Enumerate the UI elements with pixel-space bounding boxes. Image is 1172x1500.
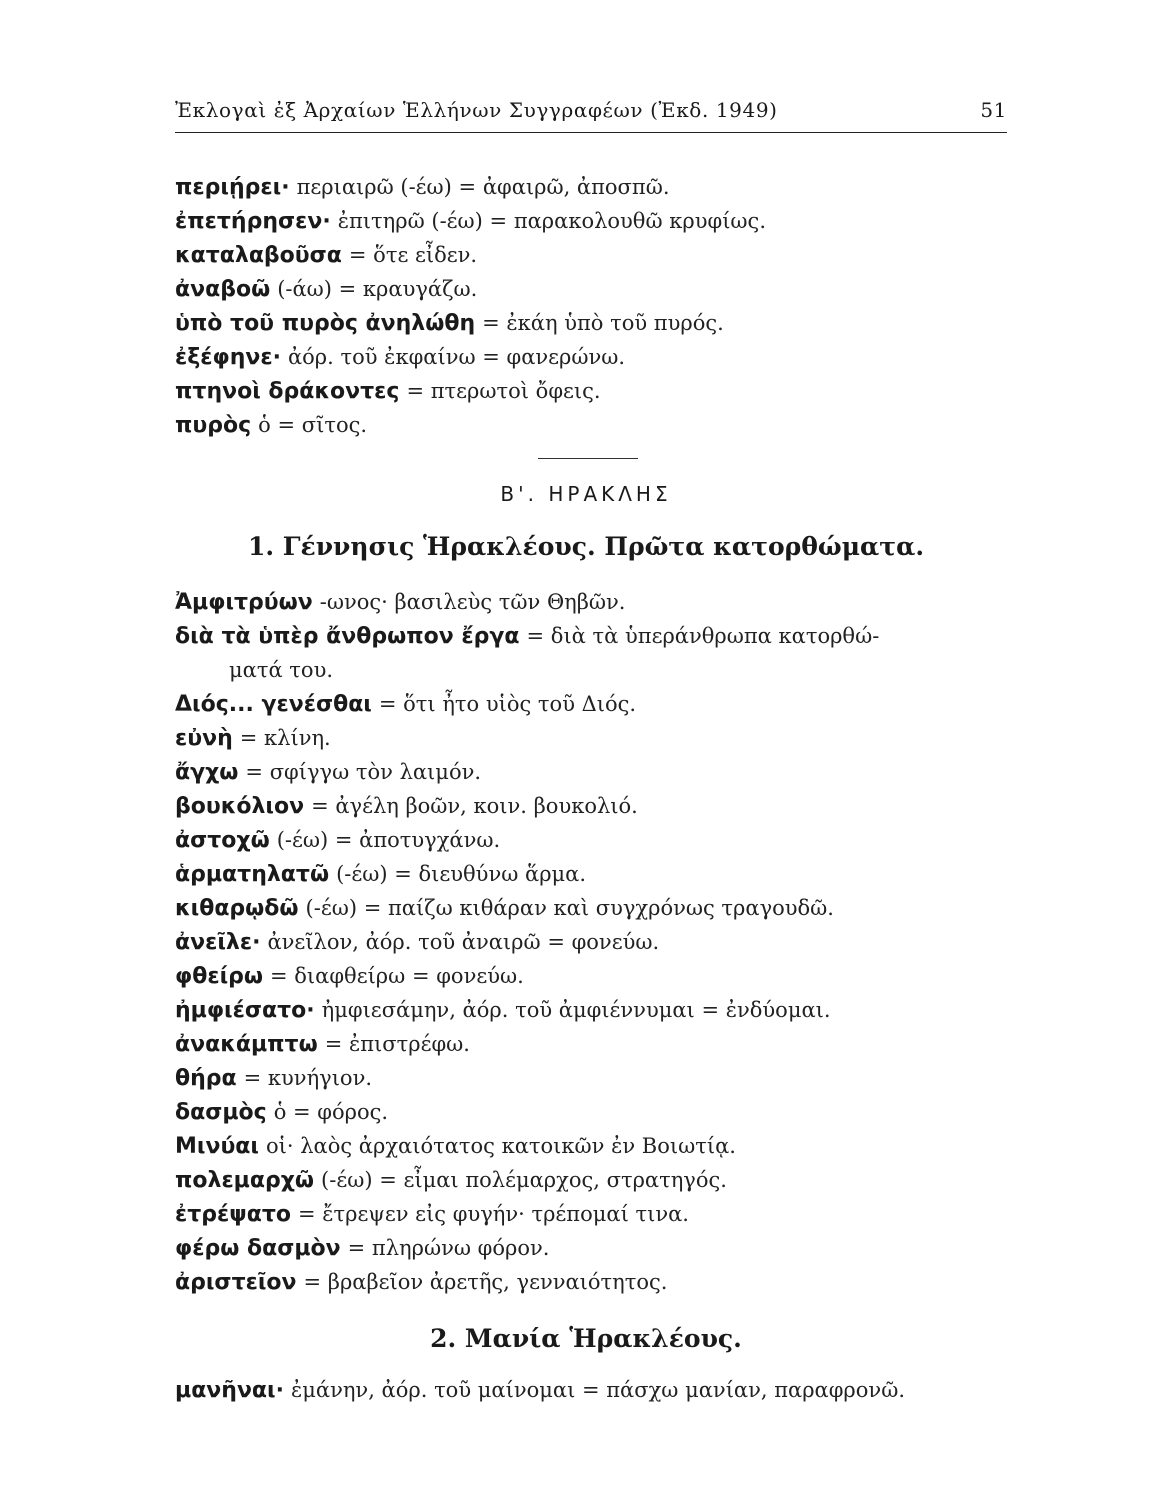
section-title: Β'. ΗΡΑΚΛΗΣ — [500, 482, 672, 506]
entry-gloss: -ωνος· βασιλεὺς τῶν Θηβῶν. — [319, 590, 626, 614]
running-head — [175, 98, 1007, 122]
entry-gloss: = κλίνη. — [239, 726, 331, 750]
entry-gloss: = ἐπιστρέφω. — [324, 1032, 470, 1056]
entry-term: ἀναβοῶ — [175, 277, 271, 302]
entry-gloss: (-έω) = διευθύνω ἅρμα. — [336, 862, 587, 886]
entry-term: Ἀμφιτρύων — [175, 590, 313, 615]
entry-term: εὐνὴ — [175, 726, 233, 751]
entry-gloss: = ἀγέλη βοῶν, κοιν. βουκολιό. — [311, 794, 638, 818]
entry-gloss: ἠμφιεσάμην, ἀόρ. τοῦ ἀμφιέννυμαι = ἐνδύομαι. — [321, 998, 831, 1022]
entry-gloss: = κυνήγιον. — [243, 1066, 373, 1090]
glossary-entry — [175, 857, 1015, 891]
entry-gloss: = ἔτρεψεν εἰς φυγήν· τρέπομαί τινα. — [298, 1202, 689, 1226]
glossary-entry-continuation — [175, 653, 1015, 687]
entry-gloss: (-έω) = εἶμαι πολέμαρχος, στρατηγός. — [321, 1168, 727, 1192]
entry-gloss: = διὰ τὰ ὑπεράνθρωπα κατορθώ- — [526, 624, 880, 648]
glossary-entry — [175, 170, 1015, 204]
entry-term: περιῄρει· — [175, 175, 290, 200]
glossary-entry — [175, 238, 1015, 272]
entry-gloss: ἀόρ. τοῦ ἐκφαίνω = φανερώνω. — [287, 345, 626, 369]
entry-gloss: ἐμάνην, ἀόρ. τοῦ μαίνομαι = πάσχω μανίαν, παραφρονῶ. — [290, 1378, 905, 1402]
glossary-entry — [175, 306, 1015, 340]
entry-gloss: ὁ = φόρος. — [273, 1100, 389, 1124]
entry-gloss: (-έω) = παίζω κιθάραν καὶ συγχρόνως τραγουδῶ. — [305, 896, 834, 920]
header-rule — [175, 132, 1007, 133]
entry-gloss: = πληρώνω φόρον. — [347, 1236, 550, 1260]
glossary-entry — [175, 585, 1015, 619]
entry-term: πυρὸς — [175, 413, 252, 438]
entry-term: ἀστοχῶ — [175, 828, 270, 853]
entry-gloss: = διαφθείρω = φονεύω. — [270, 964, 524, 988]
glossary-entry — [175, 755, 1015, 789]
entry-term: ὑπὸ τοῦ πυρὸς ἀνηλώθη — [175, 311, 476, 336]
glossary-entry — [175, 1061, 1015, 1095]
entry-gloss: (-έω) = ἀποτυγχάνω. — [276, 828, 501, 852]
entry-gloss: = βραβεῖον ἀρετῆς, γενναιότητος. — [303, 1270, 668, 1294]
entry-term: ἐπετήρησεν· — [175, 209, 331, 234]
glossary-entry — [175, 721, 1015, 755]
book-title: Ἐκλογαὶ ἐξ Ἀρχαίων Ἑλλήνων Συγγραφέων (Ἐκδ. 1949) — [175, 98, 778, 122]
glossary-entry — [175, 1095, 1015, 1129]
glossary-entry — [175, 408, 1015, 442]
chapter-2-title: 2. Μανία Ἡρακλέους. — [430, 1324, 742, 1353]
glossary-entry — [175, 204, 1015, 238]
glossary-list-a — [175, 170, 1015, 442]
entry-gloss: = ὅτε εἶδεν. — [348, 243, 478, 267]
entry-term: πολεμαρχῶ — [175, 1168, 315, 1193]
entry-gloss: ἀνεῖλον, ἀόρ. τοῦ ἀναιρῶ = φονεύω. — [267, 930, 660, 954]
glossary-entry — [175, 925, 1015, 959]
glossary-entry — [175, 891, 1015, 925]
glossary-list-c — [175, 1373, 1015, 1407]
glossary-entry — [175, 1231, 1015, 1265]
entry-term: πτηνοὶ δράκοντες — [175, 379, 400, 404]
entry-term: ἠμφιέσατο· — [175, 998, 315, 1023]
entry-gloss: ὁ = σῖτος. — [258, 413, 368, 437]
entry-term: θήρα — [175, 1066, 237, 1091]
entry-term: κιθαρῳδῶ — [175, 896, 299, 921]
glossary-entry — [175, 619, 1015, 653]
page-number: 51 — [980, 98, 1007, 122]
entry-gloss: = ὅτι ἦτο υἱὸς τοῦ Διός. — [378, 692, 637, 716]
glossary-entry — [175, 1129, 1015, 1163]
entry-term: φέρω δασμὸν — [175, 1236, 341, 1261]
entry-gloss: περιαιρῶ (-έω) = ἀφαιρῶ, ἀποσπῶ. — [296, 175, 670, 199]
glossary-entry — [175, 993, 1015, 1027]
glossary-entry — [175, 340, 1015, 374]
glossary-entry — [175, 1027, 1015, 1061]
entry-term: ἁρματηλατῶ — [175, 862, 330, 887]
entry-term: διὰ τὰ ὑπὲρ ἄνθρωπον ἔργα — [175, 624, 520, 649]
entry-term: φθείρω — [175, 964, 264, 989]
glossary-entry — [175, 1197, 1015, 1231]
entry-term: ἀνακάμπτω — [175, 1032, 318, 1057]
entry-gloss: οἱ· λαὸς ἀρχαιότατος κατοικῶν ἐν Βοιωτίᾳ. — [266, 1134, 736, 1158]
entry-gloss: (-άω) = κραυγάζω. — [277, 277, 478, 301]
glossary-entry — [175, 272, 1015, 306]
entry-term: ἐτρέψατο — [175, 1202, 292, 1227]
glossary-entry — [175, 374, 1015, 408]
entry-gloss: = σφίγγω τὸν λαιμόν. — [245, 760, 482, 784]
entry-term: δασμὸς — [175, 1100, 267, 1125]
entry-term: ἀριστεῖον — [175, 1270, 297, 1295]
glossary-entry — [175, 823, 1015, 857]
glossary-entry — [175, 687, 1015, 721]
glossary-entry — [175, 789, 1015, 823]
entry-term: ἄγχω — [175, 760, 239, 785]
entry-gloss: ἐπιτηρῶ (-έω) = παρακολουθῶ κρυφίως. — [337, 209, 766, 233]
entry-gloss: ματά του. — [229, 658, 334, 682]
entry-term: Μινύαι — [175, 1134, 259, 1159]
entry-term: ἐξέφηνε· — [175, 345, 281, 370]
chapter-1-title: 1. Γέννησις Ἡρακλέους. Πρῶτα κατορθώματα. — [247, 532, 925, 561]
entry-gloss: = ἐκάη ὑπὸ τοῦ πυρός. — [482, 311, 724, 335]
entry-term: μανῆναι· — [175, 1378, 284, 1403]
entry-term: Διός... γενέσθαι — [175, 692, 372, 717]
section-separator — [538, 458, 638, 459]
entry-gloss: = πτερωτοὶ ὄφεις. — [406, 379, 601, 403]
entry-term: βουκόλιον — [175, 794, 305, 819]
glossary-entry — [175, 1265, 1015, 1299]
glossary-entry — [175, 1373, 1015, 1407]
entry-term: καταλαβοῦσα — [175, 243, 342, 268]
glossary-entry — [175, 1163, 1015, 1197]
glossary-list-b — [175, 585, 1015, 1299]
glossary-entry — [175, 959, 1015, 993]
entry-term: ἀνεῖλε· — [175, 930, 261, 955]
